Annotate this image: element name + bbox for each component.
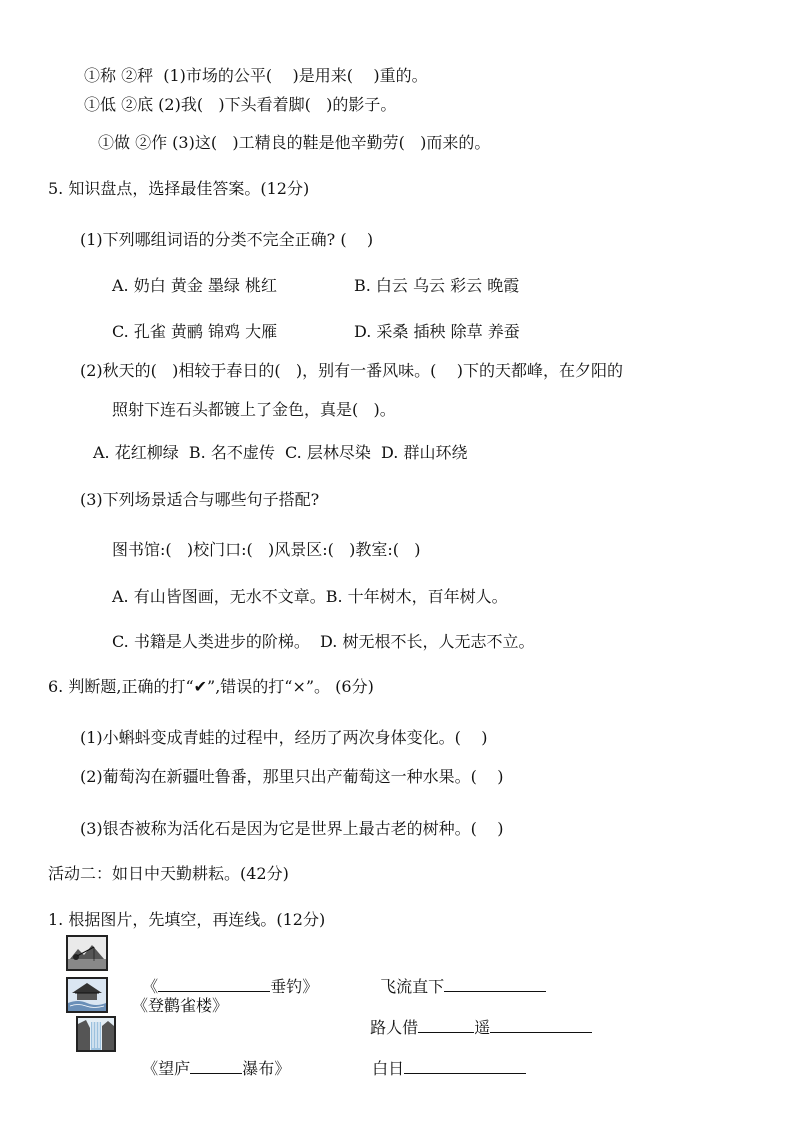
q5-part1-stem: (1)下列哪组词语的分类不完全正确? ( ) [80,230,374,249]
row3-title-prefix: 《望庐 [142,1059,191,1078]
row1-title-prefix: 《 [142,977,159,996]
q6-title: 6. 判断题,正确的打“✔”,错误的打“×”。 (6分) [48,677,374,696]
q5-part3-options-cd: C. 书籍是人类进步的阶梯。 D. 树无根不长，人无志不立。 [112,632,535,651]
activity2-q1-title: 1. 根据图片，先填空，再连线。(12分) [48,910,326,929]
row3-title-blank[interactable] [190,1057,242,1074]
row1-verse-blank[interactable] [444,975,546,992]
fishing-picture [66,935,108,971]
row2-verse [360,996,592,1038]
q5-part1-option-c: C. 孔雀 黄鹂 锦鸡 大雁 [112,322,278,341]
tower-picture [66,977,108,1013]
row3-poem-title [132,1037,290,1079]
row3-verse-text: 白日 [372,1059,405,1078]
q6-item-1: (1)小蝌蚪变成青蛙的过程中，经历了两次身体变化。( ) [80,728,488,747]
row2-verse-text-a: 路人借 [370,1018,419,1037]
q6-item-2: (2)葡萄沟在新疆吐鲁番，那里只出产葡萄这一种水果。( ) [80,767,504,786]
row1-title-suffix: 垂钓》 [270,977,319,996]
activity2-title: 活动二：如日中天勤耕耘。(42分) [48,864,289,883]
section4-line-3: ①做 ②作 (3)这( )工精良的鞋是他辛勤劳( )而来的。 [98,133,491,152]
row1-verse-text: 飞流直下 [380,977,445,996]
section4-line-2: ①低 ②底 (2)我( )下头看着脚( )的影子。 [84,95,397,114]
q6-item-3: (3)银杏被称为活化石是因为它是世界上最古老的树种。( ) [80,819,504,838]
q5-part1-option-a: A. 奶白 黄金 墨绿 桃红 [112,276,277,295]
row1-title-blank[interactable] [158,975,270,992]
row3-verse [362,1037,526,1079]
row1-poem-title [132,955,318,997]
q5-part2-stem-line2: 照射下连石头都镀上了金色，真是( )。 [112,400,396,419]
q5-part2-stem-line1: (2)秋天的( )相较于春日的( )，别有一番风味。( )下的天都峰，在夕阳的 [80,361,623,380]
row1-verse [370,955,546,997]
q5-part3-stem: (3)下列场景适合与哪些句子搭配? [80,490,320,509]
row2-verse-text-b: 遥 [474,1018,491,1037]
q5-part3-options-ab: A. 有山皆图画，无水不文章。B. 十年树木，百年树人。 [112,587,508,606]
row3-title-suffix: 瀑布》 [242,1059,291,1078]
q5-part1-option-d: D. 采桑 插秧 除草 养蚕 [354,322,520,341]
waterfall-picture [76,1016,116,1052]
row2-verse-blank-2[interactable] [490,1016,592,1033]
q5-part3-places: 图书馆:( )校门口:( )风景区:( )教室:( ) [112,540,421,559]
q5-part2-options: A. 花红柳绿 B. 名不虚传 C. 层林尽染 D. 群山环绕 [93,443,468,462]
section4-line-1: ①称 ②秤 (1)市场的公平( )是用来( )重的。 [84,66,428,85]
row3-verse-blank[interactable] [404,1057,526,1074]
row2-poem-title: 《登鹳雀楼》 [132,996,229,1015]
q5-part1-option-b: B. 白云 乌云 彩云 晚霞 [354,276,520,295]
row2-verse-blank-1[interactable] [418,1016,474,1033]
q5-title: 5. 知识盘点，选择最佳答案。(12分) [48,179,310,198]
